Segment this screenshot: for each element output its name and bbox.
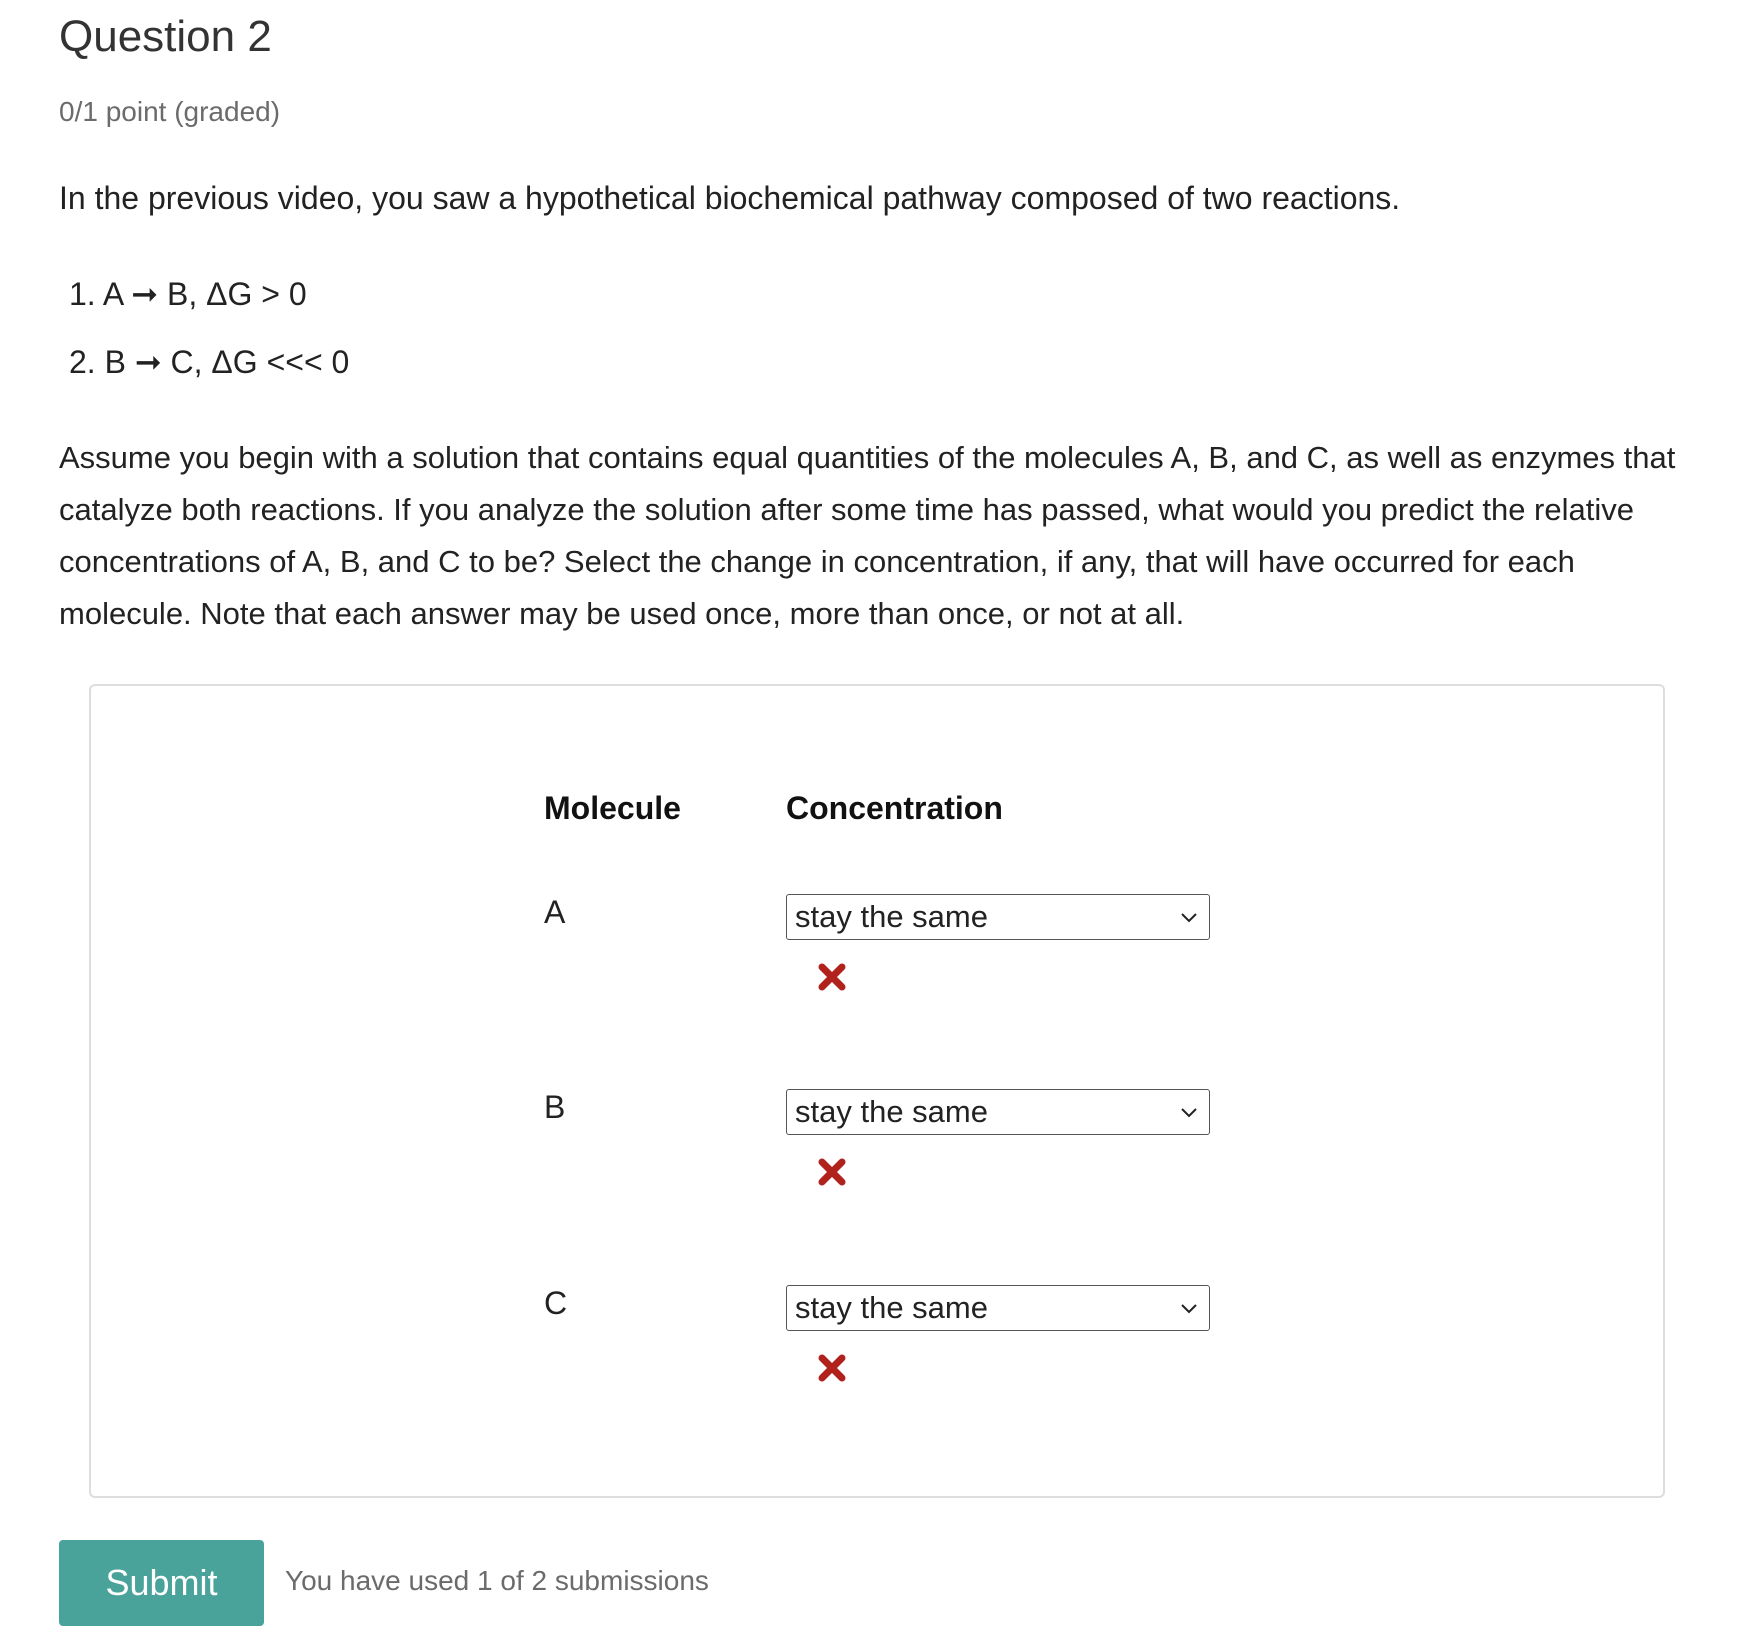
submission-count: You have used 1 of 2 submissions — [285, 1565, 709, 1596]
close-x-icon — [817, 1157, 847, 1187]
chevron-down-icon — [1179, 1102, 1199, 1122]
concentration-select-c[interactable] — [786, 1285, 1210, 1331]
molecule-label: C — [544, 1285, 568, 1321]
chevron-down-icon — [1179, 907, 1199, 927]
question-title: Question 2 — [59, 12, 272, 61]
reaction-list — [69, 272, 349, 408]
concentration-select-b[interactable] — [786, 1089, 1210, 1135]
reaction-item: 2. B ➞ C, ΔG <<< 0 — [69, 344, 350, 380]
submit-button[interactable]: Submit — [59, 1540, 264, 1626]
molecule-label: A — [544, 894, 566, 930]
molecule-label: B — [544, 1089, 566, 1125]
reaction-item: 1. A ➞ B, ΔG > 0 — [69, 276, 307, 312]
select-value: stay the same — [795, 1094, 988, 1129]
select-value: stay the same — [795, 899, 988, 934]
question-prompt: Assume you begin with a solution that contains equal quantities of the molecules A, B, and C, as well as enzymes that catalyze both reactions. If you analyze the solution after some time has passed, what would you predict the relative concentrations of A, B, and C to be? Select the change in concentration, if any, that will have occurred for each molecule. Note that each answer may be used once, more than once, or not at all. — [59, 440, 1676, 631]
chevron-down-icon — [1179, 1298, 1199, 1318]
close-x-icon — [817, 1353, 847, 1383]
question-intro: In the previous video, you saw a hypothetical biochemical pathway composed of two reactions. — [59, 180, 1401, 216]
select-value: stay the same — [795, 1290, 988, 1325]
column-header-molecule: Molecule — [544, 790, 681, 826]
question-points: 0/1 point (graded) — [59, 96, 281, 127]
close-x-icon — [817, 962, 847, 992]
column-header-concentration: Concentration — [786, 790, 1003, 826]
answer-table-box — [89, 684, 1665, 1498]
concentration-select-a[interactable] — [786, 894, 1210, 940]
